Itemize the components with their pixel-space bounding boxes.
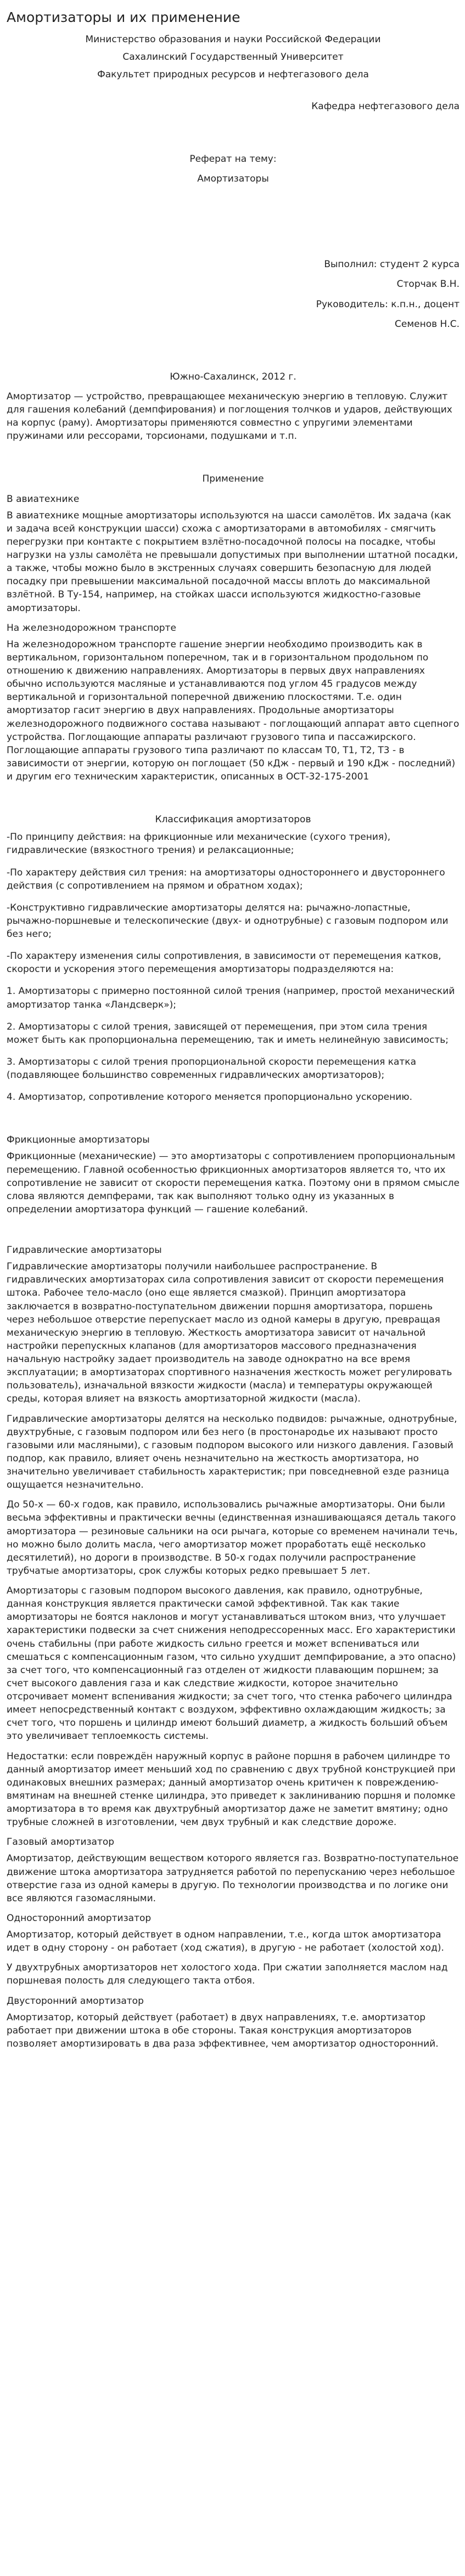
classification-item: -По принципу действия: на фрикционные или механические (сухого трения), гидравлические (вязкостного трения) и релаксационные; xyxy=(7,832,391,856)
essay-topic: Амортизаторы xyxy=(197,173,269,185)
classification-numbered-item: 2. Амортизаторы с силой трения, зависящей от перемещения, при этом сила трения может быть как пропорциональна перемещению, так и иметь нелинейную зависимость; xyxy=(7,1021,449,1046)
classification-numbered-item: 1. Амортизаторы с примерно постоянной силой трения (например, простой механический амортизатор танка «Ландсверк»); xyxy=(7,986,455,1010)
hydraulic-paragraph: До 50-х — 60-х годов, как правило, использовались рычажные амортизаторы. Они были весьма эффективны и практически вечны (единственная изнашивающаяся деталь такого амортизатора — резиновые сальники на оси рычага, которые со временем начинали течь, но можно было долить масла, чего амортизатор может проработать ещё несколько десятилетий), но дороги в производстве. В 50-х годах получили распространение трубчатые амортизаторы, срок службы которых редко превышает 5 лет. xyxy=(7,1499,458,1577)
intro-paragraph: Амортизатор — устройство, превращающее механическую энергию в тепловую. Служит для гашения колебаний (демпфирования) и поглощения толчков и ударов, действующих на корпус (раму). Амортизаторы применяются совместно с упругими элементами пружинами или рессорами, торсионами, подушками и т.п. xyxy=(7,391,452,442)
two-way-heading: Двусторонний амортизатор xyxy=(7,1995,144,2007)
section-heading-classification: Классификация амортизаторов xyxy=(155,814,311,826)
author-name: Сторчак В.Н. xyxy=(396,279,460,290)
place-year: Южно-Сахалинск, 2012 г. xyxy=(170,371,296,382)
essay-title-block xyxy=(7,152,460,185)
page-title: Амортизаторы и их применение xyxy=(7,9,240,25)
rail-heading: На железнодорожном транспорте xyxy=(7,622,176,634)
author-block xyxy=(7,258,460,331)
classification-numbered-item: 4. Амортизатор, сопротивление которого меняется пропорционально ускорению. xyxy=(7,1092,412,1103)
one-way-paragraph: У двухтрубных амортизаторов нет холостого хода. При сжатии заполняется маслом над поршневая полость для следующего такта отбоя. xyxy=(7,1962,448,1987)
hydraulic-paragraph: Амортизаторы с газовым подпором высокого давления, как правило, однотрубные, данная конструкция является практически самой эффективной. Так как такие амортизаторы не боятся наклонов и могут устанавливаться штоком вниз, что улучшает характеристики подвески за счет снижения неподрессоренных масс. Его характеристики очень стабильны (при работе жидкость сильно греется и может вспениваться или смешаться с компенсационным газом, что сильно ухудшит демпфирование, а это опасно) за счет того, что компенсационный газ отделен от жидкости плавающим поршнем; за счет высокого давления газа и как следствие жидкости, которое значительно отсрочивает момент вспенивания жидкости; за счет того, что стенка рабочего цилиндра имеет непосредственный контакт с воздухом, эффективно охлаждающим жидкость; за счет того, что поршень и цилиндр имеют больший диаметр, а жидкость больший объем это увеличивает теплоемкость системы. xyxy=(7,1585,456,1742)
hydraulic-paragraph: Гидравлические амортизаторы получили наибольшее распространение. В гидравлических амортизаторах сила сопротивления зависит от скорости перемещения штока. Рабочее тело-масло (оно еще является смазкой). Принцип амортизатора заключается в возвратно-поступательном движении поршня амортизатора, поршень через небольшое отверстие перепускает масло из одной камеры в другую, превращая механическую энергию в тепловую. Жесткость амортизатора зависит от начальной настройки перепускных клапанов (для амортизаторов массового предназначения начальную настройку задает производитель на заводе однократно на все время эксплуатации; в амортизаторах спортивного назначения жесткость может регулировать пользователь), изначальной вязкости жидкости (масла) и температуры окружающей среды, которая влияет на вязкость амортизаторной жидкости (масла). xyxy=(7,1261,452,1405)
classification-item: -По характеру действия сил трения: на амортизаторы одностороннего и двустороннего действия (с сопротивлением на прямом и обратном ходах); xyxy=(7,867,445,891)
gas-paragraph: Амортизатор, действующим веществом которого является газ. Возвратно-поступательное движение штока амортизатора затрудняется работой по перепусканию через небольшое отверстие газа из одной камеры в другую. По технологии производства и по логике они все являются газомасляными. xyxy=(7,1853,459,1904)
one-way-paragraph: Амортизатор, который действует в одном направлении, т.е., когда шток амортизатора идет в одну сторону - он работает (ход сжатия), в другую - не работает (холостой ход). xyxy=(7,1929,444,1954)
title-block xyxy=(7,33,460,81)
hydraulic-heading: Гидравлические амортизаторы xyxy=(7,1245,162,1256)
rail-paragraph: На железнодорожном транспорте гашение энергии необходимо производить как в вертикальном, горизонтальном поперечном, так и в горизонтальном продольном по отношению к движению направлениях. Амортизаторы в первых двух направлениях обычно используются масляные и устанавливаются под углом 45 градусов между вертикальной и горизонтальной поперечной движению плоскостями. Т.е. один амортизатор гасит энергию в двух направлениях. Продольные амортизаторы железнодорожного подвижного состава называют - поглощающий аппарат авто сцепного устройства. Поглощающие аппараты различают грузового типа и пассажирского. Поглощающие аппараты грузового типа различают по классам Т0, Т1, Т2, Т3 - в зависимости от энергии, которую он поглощает (50 кДж - первый и 190 кДж - последний) и другим его техническим характеристик, описанных в ОСТ-32-175-2001 xyxy=(7,639,460,782)
two-way-paragraph: Амортизатор, который действует (работает) в двух направлениях, т.е. амортизатор работает при движении штока в обе стороны. Такая конструкция амортизаторов позволяет амортизировать в два раза эффективнее, чем амортизатор односторонний. xyxy=(7,2012,439,2049)
section-heading-application: Применение xyxy=(202,473,264,485)
gas-heading: Газовый амортизатор xyxy=(7,1837,115,1848)
aviation-paragraph: В авиатехнике мощные амортизаторы используются на шасси самолётов. Их задача (как и задача всей конструкции шасси) схожа с амортизаторами в автомобилях - смягчить перегрузки при контакте с покрытием взлётно-посадочной полосы на посадке, чтобы нагрузки на узлы самолёта не превышали допустимых при выполнении штатной посадки, а также, чтобы можно было в экстренных случаях совершить безопасную для людей посадку при превышении максимальной посадочной массы вплоть до максимальной взлётной. В Ту-154, например, на стойках шасси используются жидкостно-газовые амортизаторы. xyxy=(7,510,458,614)
friction-paragraph: Фрикционные (механические) — это амортизаторы с сопротивлением пропорциональным перемещению. Главной особенностью фрикционных амортизаторов является то, что их сопротивление не зависит от скорости перемещения катка. Поэтому они в прямом смысле слова являются демпферами, так как выполняют только одну из указанных в определении амортизатора функций — гашение колебаний. xyxy=(7,1151,460,1215)
classification-item: -По характеру изменения силы сопротивления, в зависимости от перемещения катков, скорости и ускорения этого перемещения амортизаторы подразделяются на: xyxy=(7,951,441,975)
department-line: Кафедра нефтегазового дела xyxy=(311,100,460,112)
hydraulic-paragraph: Гидравлические амортизаторы делятся на несколько подвидов: рычажные, однотрубные, двухтрубные, с газовым подпором или без него (в простонародье их называют просто газовыми или масляными), с газовым подпором высокого или низкого давления. Газовый подпор, как правило, влияет очень незначительно на жесткость амортизатора, но значительно увеличивает стабильность характеристик; при повседневной езде разница ощущается незначительно. xyxy=(7,1413,457,1491)
friction-heading: Фрикционные амортизаторы xyxy=(7,1134,150,1146)
classification-numbered-item: 3. Амортизаторы с силой трения пропорциональной скорости перемещения катка (подавляющее большинство современных гидравлических амортизаторов); xyxy=(7,1056,416,1081)
classification-item: -Конструктивно гидравлические амортизаторы делятся на: рычажно-лопастные, рычажно-поршневые и телескопические (двух- и однотрубные) с газовым подпором или без него; xyxy=(7,902,449,940)
essay-label: Реферат на тему: xyxy=(189,154,277,165)
supervisor-name: Семенов Н.С. xyxy=(394,318,460,330)
university-line: Сахалинский Государственный Университет xyxy=(122,51,344,63)
author-performed: Выполнил: студент 2 курса xyxy=(324,259,460,270)
one-way-heading: Односторонний амортизатор xyxy=(7,1912,152,1924)
ministry-line: Министерство образования и науки Российской Федерации xyxy=(85,33,381,45)
faculty-line: Факультет природных ресурсов и нефтегазового дела xyxy=(97,69,369,80)
aviation-heading: В авиатехнике xyxy=(7,493,80,505)
hydraulic-paragraph: Недостатки: если повреждён наружный корпус в районе поршня в рабочем цилиндре то данный амортизатор имеет меньший ход по сравнению с двух трубной конструкцией при одинаковых внешних размерах; данный амортизатор очень критичен к повреждению-вмятинам на внешней стенке цилиндра, это приведет к заклиниванию поршня и поломке амортизатора в то время как двухтрубный амортизатор даже не заметит вмятину; одно трубные сложней в изготовлении, чем двух трубный и как следствие дороже. xyxy=(7,1750,456,1828)
supervisor-line: Руководитель: к.п.н., доцент xyxy=(316,298,460,310)
